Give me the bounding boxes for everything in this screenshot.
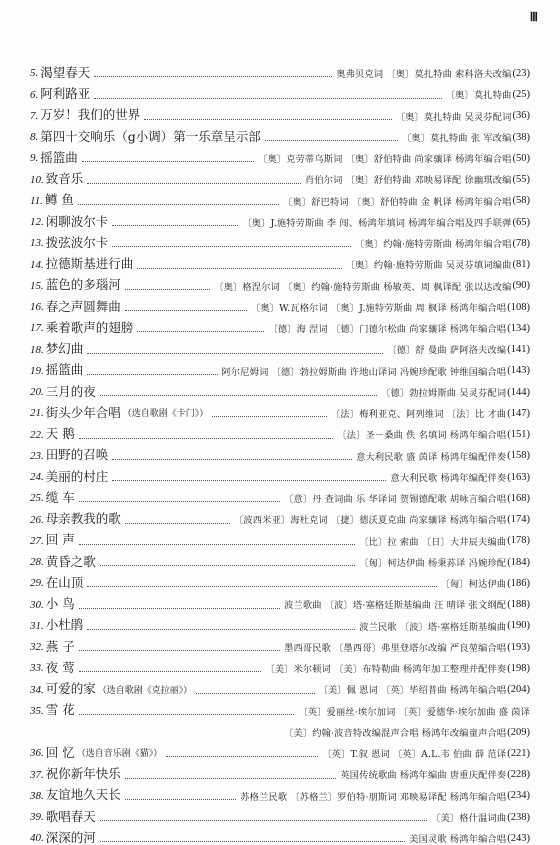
entry-title: 春之声圆舞曲: [45, 298, 121, 314]
entry-page: (81): [512, 259, 530, 270]
entry-number: 25.: [30, 492, 44, 505]
entry-title: 小 鸟: [45, 596, 75, 611]
entry-credits: 波兰民歌 〔波〕塔·塞格廷斯基编曲: [359, 621, 507, 633]
entry-title: 摇篮曲: [45, 362, 84, 378]
entry-title: 乘着歌声的翅膀: [45, 319, 134, 335]
dot-leader: [79, 501, 280, 502]
entry-page: (65): [512, 216, 530, 228]
entry-page: (228): [507, 769, 530, 780]
toc-entry[interactable]: [30, 483, 530, 504]
entry-credits: 〔奥〕克劳蒂乌斯词 〔奥〕舒伯特曲 尚家骧译 杨鸿年编合唱: [258, 154, 512, 166]
dot-leader: [87, 183, 301, 184]
dot-leader: [100, 841, 405, 842]
entry-title: 田野的召唤: [45, 447, 109, 463]
dot-leader: [82, 161, 254, 162]
entry-title: 三月的夜: [45, 383, 96, 399]
entry-number: 10.: [30, 173, 44, 186]
entry-note: （选自歌剧《克拉丽》）: [97, 685, 193, 696]
entry-number: 20.: [30, 386, 44, 398]
entry-title: 万岁！我们的世界: [40, 107, 141, 123]
dot-leader: [79, 544, 355, 545]
toc-entry[interactable]: [30, 462, 530, 483]
dot-leader: [87, 353, 383, 354]
dot-leader: [137, 268, 341, 269]
entry-title: 友谊地久天长: [45, 787, 121, 803]
entry-title: 祝你新年快乐: [45, 766, 121, 781]
toc-entry[interactable]: [30, 143, 530, 164]
dot-leader: [196, 693, 314, 694]
entry-number: 37.: [30, 768, 44, 781]
entry-page: (25): [512, 89, 530, 100]
entry-number: 16.: [30, 301, 44, 313]
entry-number: 7.: [30, 109, 39, 122]
toc-entry[interactable]: [30, 207, 530, 228]
dot-leader: [125, 799, 237, 800]
toc-entry[interactable]: [30, 441, 530, 462]
entry-number: 40.: [30, 832, 44, 845]
dot-leader: [212, 416, 327, 417]
dot-leader: [100, 565, 355, 566]
dot-leader: [137, 331, 264, 332]
entry-credits: 肖伯尔词 〔奥〕舒伯特曲 邓映易译配 徐幽琪改编: [305, 175, 512, 187]
entry-number: 14.: [30, 258, 44, 271]
entry-credits: 〔奥〕格涅尔词 〔奥〕约翰·施特劳斯曲 杨敏英、周 枫译配 张以达改编: [214, 281, 512, 293]
entry-title: 拨弦波尔卡: [45, 234, 109, 250]
toc-entry[interactable]: [30, 377, 530, 398]
toc-entry[interactable]: [30, 186, 530, 207]
entry-title: 母亲教我的歌: [45, 511, 121, 526]
entry-page: (108): [507, 301, 530, 313]
dot-leader: [125, 310, 247, 311]
toc-entry[interactable]: [30, 696, 530, 717]
dot-leader: [112, 480, 386, 481]
toc-entry[interactable]: [30, 589, 530, 610]
entry-number: 27.: [30, 534, 44, 547]
dot-leader: [94, 76, 332, 77]
toc-entry[interactable]: [30, 292, 530, 313]
dot-leader: [125, 523, 230, 524]
toc-entry[interactable]: [30, 356, 530, 377]
entry-number: 26.: [30, 513, 44, 526]
toc-entry[interactable]: [30, 271, 530, 292]
entry-title: 蓝色的多瑙河: [45, 277, 121, 293]
entry-title: 小杜鹃: [45, 617, 84, 633]
entry-page: (198): [507, 662, 530, 674]
dot-leader: [265, 140, 398, 141]
entry-page: (23): [512, 67, 530, 79]
entry-credits: 〔美〕佩 恩词 〔英〕毕绍普曲 杨鸿年编合唱: [318, 685, 507, 697]
entry-credits: 阿尔尼姆词 〔德〕勃拉姆斯曲 许地山译词 冯婉珍配歌 钟维国编合唱: [221, 366, 507, 378]
entry-title: 回 忆: [45, 744, 75, 760]
entry-number: 12.: [30, 216, 44, 228]
entry-page: (184): [507, 556, 530, 568]
toc-entry[interactable]: [30, 759, 530, 780]
entry-number: 35.: [30, 704, 44, 717]
entry-title: 鳟 鱼: [44, 192, 74, 208]
entry-page: (38): [512, 131, 530, 143]
dot-leader: [100, 395, 377, 396]
entry-number: 33.: [30, 662, 44, 675]
entry-title: 美丽的村庄: [45, 468, 109, 484]
entry-page: (234): [507, 790, 530, 802]
toc-entry[interactable]: [30, 738, 530, 759]
toc-entry[interactable]: [30, 526, 530, 547]
entry-page: (188): [507, 599, 530, 610]
entry-title: 可爱的家: [45, 681, 96, 696]
entry-title: 拉德斯基进行曲: [45, 256, 134, 271]
entry-title: 摇篮曲: [40, 149, 78, 165]
entry-title: 黄昏之歌: [45, 553, 96, 569]
dot-leader: [79, 608, 280, 609]
entry-title: 渴望春天: [40, 64, 91, 80]
entry-number: 24.: [30, 471, 44, 483]
entry-title: 雪 花: [45, 702, 75, 718]
entry-page: (243): [507, 832, 530, 844]
entry-title: 回 声: [45, 532, 75, 548]
table-of-contents: [30, 58, 530, 844]
toc-entry[interactable]: [30, 313, 530, 334]
entry-note: （选自音乐剧《猫》）: [76, 749, 163, 760]
entry-number: 39.: [30, 811, 44, 823]
entry-page: (58): [512, 195, 530, 207]
toc-entry[interactable]: [30, 611, 530, 632]
entry-number: 22.: [30, 428, 44, 441]
entry-page: (141): [507, 344, 530, 355]
entry-credits: 〔奥〕W.瓦格尔词 〔奥〕J.施特劳斯曲 周 枫译 杨鸿年编合唱: [251, 302, 507, 314]
entry-credits: 〔德〕勃拉姆斯曲 吴灵芬配词: [381, 387, 507, 399]
toc-entry[interactable]: [30, 674, 530, 695]
entry-credits: 苏格兰民歌 〔苏格兰〕罗伯特·朋斯词 邓映易译配 杨鸿年编合唱: [240, 791, 507, 803]
entry-credits: 〔波西米亚〕海杜克词 〔捷〕德沃夏克曲 尚家骧译 杨鸿年编合唱: [234, 515, 507, 527]
toc-entry[interactable]: [30, 781, 530, 802]
toc-entry[interactable]: [30, 228, 530, 249]
entry-page: (209): [507, 726, 530, 738]
dot-leader: [87, 586, 436, 587]
toc-entry[interactable]: [30, 122, 530, 143]
dot-leader: [79, 650, 280, 651]
dot-leader: [79, 438, 334, 439]
dot-leader: [112, 459, 352, 460]
entry-page: (178): [507, 535, 530, 547]
entry-credits: 美国灵歌 杨鸿年编合唱: [409, 834, 507, 845]
entry-credits: 意大利民歌 杨鸿年编配伴奏: [390, 472, 507, 484]
entry-credits: 〔法〕圣－桑曲 佚 名填词 杨鸿年编合唱: [337, 430, 507, 442]
entry-title: 在山顶: [45, 574, 84, 590]
entry-credits: 〔英〕爱丽丝·埃尔加词 〔英〕爱德华·埃尔加曲 盛 茵译: [298, 706, 530, 718]
entry-page: (36): [512, 110, 530, 122]
entry-page: (50): [512, 152, 530, 164]
entry-number: 30.: [30, 598, 44, 611]
dot-leader: [112, 225, 238, 226]
dot-leader: [87, 629, 355, 630]
toc-entry[interactable]: [30, 398, 530, 419]
entry-page: (158): [507, 450, 530, 462]
entry-page: (134): [507, 322, 530, 334]
entry-credits: 〔匈〕柯达伊曲: [440, 579, 507, 591]
dot-leader: [125, 289, 211, 290]
entry-number: 8.: [30, 131, 39, 143]
entry-number: 11.: [30, 194, 43, 207]
entry-credits: 〔法〕梅利亚克、阿列维词 〔法〕比 才曲: [331, 409, 507, 421]
entry-page: (163): [507, 471, 530, 483]
entry-title: 闲聊波尔卡: [45, 213, 109, 229]
entry-page: (204): [507, 684, 530, 695]
entry-title: 阿利路亚: [40, 86, 91, 101]
entry-page: (168): [507, 492, 530, 504]
entry-credits: 〔奥〕莫扎特曲: [445, 90, 512, 102]
dot-leader: [79, 671, 262, 672]
entry-credits: 〔美〕格什温词曲: [431, 812, 507, 824]
page-number: Ⅲ: [529, 10, 538, 24]
toc-entry[interactable]: [30, 249, 530, 270]
entry-title: 天 鹅: [45, 426, 75, 441]
entry-page: (90): [512, 280, 530, 292]
entry-credits: 〔意〕丹 查词曲 乐 华译词 贺锡德配歌 胡咏言编合唱: [284, 494, 507, 506]
toc-entry[interactable]: [30, 717, 530, 738]
toc-entry[interactable]: [30, 58, 530, 79]
entry-credits: 〔奥〕约翰·施特劳斯曲 吴灵芬填词编曲: [345, 260, 512, 272]
toc-entry[interactable]: [30, 653, 530, 674]
dot-leader: [100, 820, 427, 821]
entry-page: (151): [507, 429, 530, 440]
entry-credits: 墨西哥民歌 〔墨西哥〕弗里登塔尔改编 严良堃编合唱: [284, 642, 507, 654]
entry-page: (193): [507, 641, 530, 653]
entry-number: 13.: [30, 237, 44, 250]
entry-number: 29.: [30, 577, 44, 590]
entry-title: 深深的河: [45, 829, 96, 845]
toc-entry[interactable]: [30, 79, 530, 100]
entry-number: 38.: [30, 789, 44, 802]
entry-page: (144): [507, 386, 530, 398]
dot-leader: [166, 756, 318, 757]
entry-credits: 〔英〕T.叙 恩词 〔英〕A.L.韦 伯曲 薛 范译: [322, 749, 507, 761]
entry-number: 21.: [30, 407, 44, 420]
toc-entry[interactable]: [30, 568, 530, 589]
toc-entry[interactable]: [30, 334, 530, 355]
entry-number: 6.: [30, 88, 39, 101]
entry-credits: 〔德〕舒 曼曲 萨阿洛夫改编: [387, 345, 507, 357]
entry-title: 燕 子: [45, 638, 75, 654]
entry-title: 街头少年合唱: [45, 404, 121, 420]
dot-leader: [94, 98, 442, 99]
toc-entry[interactable]: [30, 632, 530, 653]
entry-credits: 〔比〕拉 索曲 〔日〕大井辰夫编曲: [359, 536, 507, 548]
entry-credits: 〔奥〕约翰·施特劳斯曲 杨鸿年编合唱: [355, 239, 512, 251]
entry-number: 18.: [30, 343, 44, 356]
entry-credits: 意大利民歌 盛 茵译 杨鸿年编配伴奏: [356, 451, 507, 463]
entry-credits: 英国传统歌曲 杨鸿年编曲 唐重庆配伴奏: [340, 770, 507, 782]
dot-leader: [79, 714, 295, 715]
dot-leader: [144, 119, 391, 120]
entry-number: 15.: [30, 279, 44, 292]
entry-note: （选自歌剧《卡门》）: [122, 409, 209, 420]
dot-leader: [78, 204, 279, 205]
entry-page: (221): [507, 747, 530, 759]
entry-number: 23.: [30, 449, 44, 462]
entry-title: 第四十交响乐（g小调）第一乐章呈示部: [40, 128, 261, 144]
entry-credits: 〔德〕海 涅词 〔德〕门德尔松曲 尚家骧译 杨鸿年编合唱: [268, 324, 507, 336]
toc-entry[interactable]: [30, 164, 530, 185]
entry-number: 34.: [30, 683, 44, 696]
entry-page: (78): [512, 237, 530, 249]
entry-page: (190): [507, 620, 530, 632]
entry-page: (174): [507, 514, 530, 525]
entry-credits: 〔奥〕莫扎特曲 张 军改编: [401, 132, 512, 144]
entry-number: 17.: [30, 322, 44, 335]
toc-entry[interactable]: [30, 101, 530, 122]
entry-credits: 〔奥〕舒巴特词 〔奥〕舒伯特曲 金 帆译 杨鸿年编合唱: [283, 196, 512, 208]
dot-leader: [125, 778, 337, 779]
entry-number: 31.: [30, 619, 44, 632]
toc-entry[interactable]: [30, 504, 530, 525]
entry-credits: 奥弗贝克词 〔奥〕莫扎特曲 索科洛夫改编: [336, 69, 512, 81]
entry-number: 28.: [30, 556, 44, 568]
dot-leader: [87, 374, 217, 375]
entry-number: 36.: [30, 747, 44, 760]
entry-credits: 〔美〕米尔顿词 〔美〕布特勒曲 杨鸿年加工整理并配伴奏: [265, 664, 507, 676]
entry-credits: 波兰歌曲 〔波〕塔·塞格廷斯基编曲 汪 晴译 张文纲配: [284, 600, 507, 612]
entry-page: (186): [507, 577, 530, 589]
toc-entry[interactable]: [30, 419, 530, 440]
entry-number: 19.: [30, 364, 44, 377]
entry-page: (55): [512, 174, 530, 185]
dot-leader: [112, 246, 351, 247]
entry-title: 梦幻曲: [45, 341, 84, 356]
entry-number: 9.: [30, 152, 39, 165]
entry-title: 缆 车: [45, 489, 75, 505]
entry-title: 致音乐: [45, 171, 84, 186]
toc-entry[interactable]: [30, 823, 530, 844]
entry-credits: 〔奥〕J.施特劳斯曲 李 闯、杨鸿年填词 杨鸿年编合唱及四手联弹: [242, 217, 512, 229]
entry-page: (143): [507, 365, 530, 377]
entry-credits: 〔美〕约翰·波音特改编混声合唱 杨鸿年改编童声合唱: [284, 727, 507, 739]
entry-credits: 〔匈〕柯达伊曲 杨秉荪译 冯婉珍配: [359, 557, 507, 569]
entry-title: 夜 莺: [45, 659, 75, 675]
entry-title: 歌唱春天: [45, 808, 96, 824]
toc-entry[interactable]: [30, 802, 530, 823]
toc-entry[interactable]: [30, 547, 530, 568]
entry-number: 32.: [30, 641, 44, 653]
entry-page: (147): [507, 407, 530, 419]
entry-credits: 〔奥〕莫扎特曲 吴灵芬配词: [395, 111, 512, 123]
entry-page: (238): [507, 811, 530, 823]
entry-number: 5.: [30, 67, 39, 80]
